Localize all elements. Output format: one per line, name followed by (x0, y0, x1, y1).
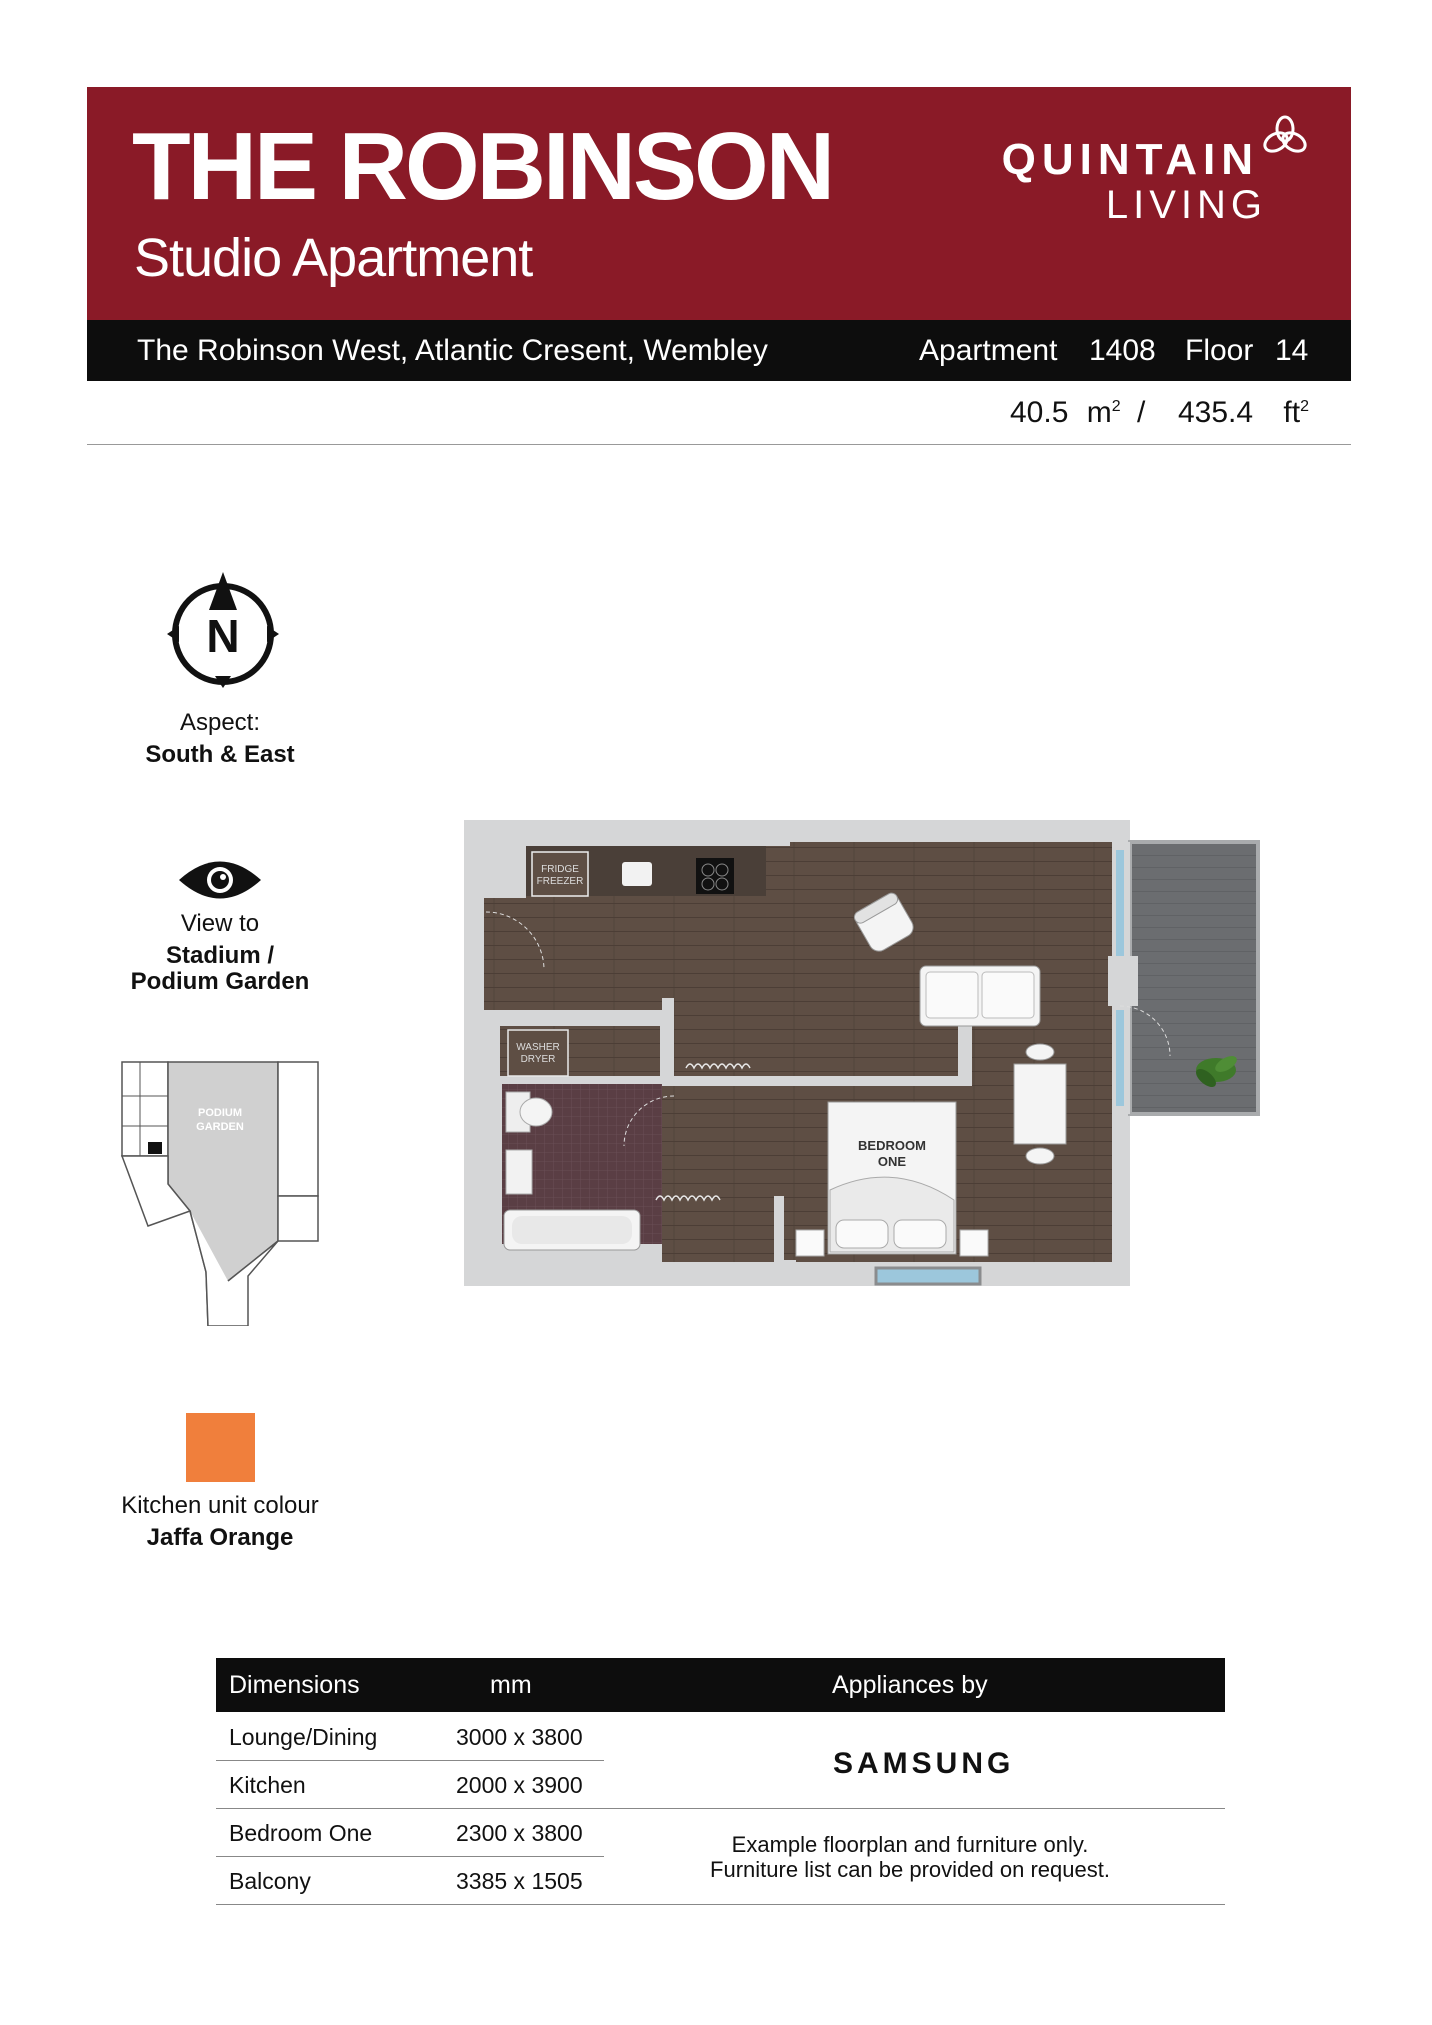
table-row (216, 1856, 604, 1904)
room-size: 2300 x 3800 (456, 1820, 583, 1846)
bedroom-label-line1: BEDROOM (858, 1138, 926, 1153)
area-separator: / (1136, 396, 1146, 429)
key-plan (118, 1056, 328, 1326)
brand-line1: QUINTAIN (1001, 135, 1259, 184)
quintain-living-logo (999, 99, 1329, 239)
floor-number: 14 (1275, 334, 1309, 367)
brand-line2: LIVING (1105, 183, 1267, 227)
sqm-superscript: 2 (1111, 398, 1121, 415)
row-divider (216, 1904, 1225, 1905)
table-row (216, 1760, 604, 1808)
trefoil-icon (1263, 115, 1307, 155)
bedroom-label-line2: ONE (877, 1154, 907, 1169)
note-line1: Example floorplan and furniture only. (731, 1832, 1089, 1857)
table-header (216, 1658, 1225, 1712)
keyplan-label-line2: GARDEN (196, 1121, 244, 1133)
col-appliances: Appliances by (832, 1671, 988, 1699)
washer-label-line1: WASHER (516, 1042, 560, 1053)
kitchen-colour-label: Kitchen unit colour (121, 1492, 319, 1519)
address: The Robinson West, Atlantic Cresent, Wembley (137, 334, 768, 367)
area-sqm-value: 40.5 (1010, 396, 1069, 429)
keyplan-label-line1: PODIUM (198, 1107, 242, 1119)
aspect-label: Aspect: (179, 709, 261, 736)
divider (87, 444, 1351, 445)
page-subtitle: Studio Apartment (134, 228, 533, 288)
compass-letter: N (206, 610, 240, 662)
room-name: Kitchen (229, 1772, 306, 1798)
room-name: Lounge/Dining (229, 1724, 378, 1750)
view-value-line1: Stadium / (165, 942, 274, 969)
area-sqft-value: 435.4 (1178, 396, 1254, 429)
room-name: Bedroom One (229, 1820, 373, 1846)
apartment-label: Apartment (919, 334, 1058, 367)
floor-label: Floor (1185, 334, 1254, 367)
area-sqm (1010, 396, 1145, 430)
kitchen-colour-swatch (186, 1413, 255, 1482)
area-sqft (1178, 396, 1309, 430)
page-title: THE ROBINSON (132, 113, 833, 220)
note-line2: Furniture list can be provided on request. (710, 1857, 1110, 1882)
fridge-label-line2: FREEZER (536, 876, 584, 887)
view-value-line2: Podium Garden (130, 968, 310, 995)
table-row (216, 1712, 604, 1760)
col-dimensions: Dimensions (229, 1671, 360, 1699)
room-size: 2000 x 3900 (456, 1772, 583, 1798)
floor-plan (464, 820, 1264, 1302)
view-label: View to (180, 910, 260, 937)
room-size: 3000 x 3800 (456, 1724, 583, 1750)
samsung-logo: SAMSUNG (833, 1747, 1015, 1780)
sqft-superscript: 2 (1300, 398, 1309, 415)
kitchen-colour-value: Jaffa Orange (146, 1524, 294, 1551)
area-sqft-unit: ft (1283, 396, 1301, 429)
disclaimer-note (656, 1832, 1164, 1882)
room-size: 3385 x 1505 (456, 1868, 583, 1894)
aspect-value: South & East (145, 741, 295, 768)
info-bar (87, 320, 1351, 381)
apartment-number: 1408 (1089, 334, 1156, 367)
washer-label-line2: DRYER (520, 1054, 556, 1065)
fridge-label-line1: FRIDGE (541, 864, 579, 875)
col-mm: mm (490, 1671, 532, 1699)
header-banner (87, 87, 1351, 320)
room-name: Balcony (229, 1868, 311, 1894)
eye-icon (177, 857, 263, 903)
table-row (216, 1808, 604, 1856)
compass-icon (165, 570, 283, 690)
area-sqm-unit: m (1086, 396, 1112, 429)
